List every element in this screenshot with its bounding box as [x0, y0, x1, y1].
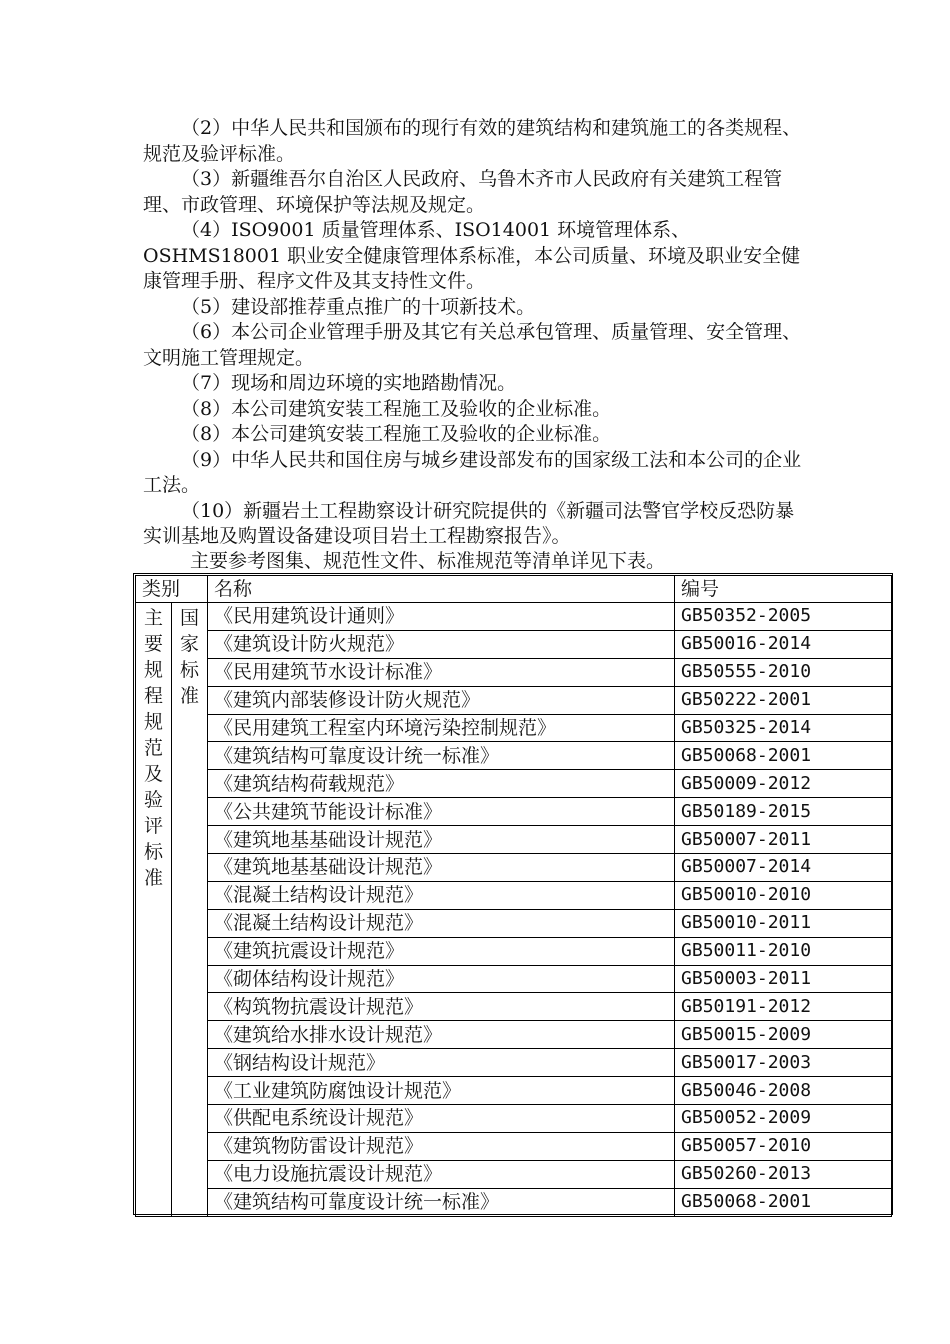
- header-category: 类别: [136, 576, 208, 603]
- standard-name-cell: 《建筑设计防火规范》: [208, 630, 675, 658]
- standard-name-cell: 《工业建筑防腐蚀设计规范》: [208, 1077, 675, 1105]
- standard-name-cell: 《建筑物防雷设计规范》: [208, 1132, 675, 1160]
- table-row: [136, 1021, 892, 1049]
- standard-name-cell: 《供配电系统设计规范》: [208, 1105, 675, 1133]
- basis-item: （3）新疆维吾尔自治区人民政府、乌鲁木齐市人民政府有关建筑工程管理、市政管理、环境保护等法规及规定。: [143, 168, 783, 216]
- basis-item: （8）本公司建筑安装工程施工及验收的企业标准。: [181, 397, 612, 420]
- standard-code-cell: GB50260-2013: [675, 1160, 892, 1188]
- table-row: [136, 965, 892, 993]
- table-row: [136, 909, 892, 937]
- table-row: [136, 937, 892, 965]
- basis-item: （2）中华人民共和国颁布的现行有效的建筑结构和建筑施工的各类规程、规范及验评标准。: [143, 117, 802, 165]
- standard-code-cell: GB50052-2009: [675, 1105, 892, 1133]
- standard-name-cell: 《建筑地基基础设计规范》: [208, 826, 675, 854]
- standard-code-cell: GB50003-2011: [675, 965, 892, 993]
- standard-name-cell: 《民用建筑节水设计标准》: [208, 658, 675, 686]
- table-row: [136, 1188, 892, 1216]
- standard-name-cell: 《建筑结构可靠度设计统一标准》: [208, 742, 675, 770]
- standard-code-cell: GB50011-2010: [675, 937, 892, 965]
- standard-name-cell: 《民用建筑工程室内环境污染控制规范》: [208, 714, 675, 742]
- standard-name-cell: 《建筑抗震设计规范》: [208, 937, 675, 965]
- standard-code-cell: GB50189-2015: [675, 798, 892, 826]
- standard-code-cell: GB50009-2012: [675, 770, 892, 798]
- standard-code-cell: GB50068-2001: [675, 742, 892, 770]
- basis-item: （4）ISO9001 质量管理体系、ISO14001 环境管理体系、OSHMS18001 职业安全健康管理体系标准，本公司质量、环境及职业安全健康管理手册、程序文件及其支持性文件。: [143, 219, 801, 292]
- standard-name-cell: 《混凝土结构设计规范》: [208, 909, 675, 937]
- standard-name-cell: 《钢结构设计规范》: [208, 1049, 675, 1077]
- standard-code-cell: GB50017-2003: [675, 1049, 892, 1077]
- standard-name-cell: 《建筑内部装修设计防火规范》: [208, 686, 675, 714]
- table-row: [136, 742, 892, 770]
- standard-code-cell: GB50057-2010: [675, 1132, 892, 1160]
- standard-code-cell: GB50010-2010: [675, 881, 892, 909]
- table-row: [136, 1160, 892, 1188]
- standard-code-cell: GB50191-2012: [675, 993, 892, 1021]
- basis-item: （6）本公司企业管理手册及其它有关总承包管理、质量管理、安全管理、文明施工管理规定。: [143, 321, 802, 369]
- basis-item: （10）新疆岩土工程勘察设计研究院提供的《新疆司法警官学校反恐防暴实训基地及购置设备建设项目岩土工程勘察报告》。: [143, 499, 795, 547]
- category-sub-cell: 国 家 标 准: [172, 603, 208, 1217]
- basis-item: （9）中华人民共和国住房与城乡建设部发布的国家级工法和本公司的企业工法。: [143, 448, 802, 496]
- table-row: [136, 658, 892, 686]
- table-row: [136, 826, 892, 854]
- standard-name-cell: 《民用建筑设计通则》: [208, 603, 675, 631]
- standard-code-cell: GB50007-2011: [675, 826, 892, 854]
- standard-code-cell: GB50352-2005: [675, 603, 892, 631]
- header-name: 名称: [208, 576, 675, 603]
- standard-name-cell: 《砌体结构设计规范》: [208, 965, 675, 993]
- standard-code-cell: GB50325-2014: [675, 714, 892, 742]
- table-intro: 主要参考图集、规范性文件、标准规范等清单详见下表。: [190, 550, 666, 572]
- standard-name-cell: 《构筑物抗震设计规范》: [208, 993, 675, 1021]
- category-main-cell: 主 要 规 程 规 范 及 验 评 标 准: [136, 603, 172, 1217]
- standard-code-cell: GB50068-2001: [675, 1188, 892, 1216]
- standard-name-cell: 《建筑结构可靠度设计统一标准》: [208, 1188, 675, 1216]
- basis-item: （5）建设部推荐重点推广的十项新技术。: [181, 295, 536, 318]
- table-row: [136, 1132, 892, 1160]
- basis-list: [143, 116, 813, 550]
- table-row: [136, 881, 892, 909]
- table-row: [136, 770, 892, 798]
- standard-name-cell: 《混凝土结构设计规范》: [208, 881, 675, 909]
- standard-name-cell: 《建筑给水排水设计规范》: [208, 1021, 675, 1049]
- standard-name-cell: 《电力设施抗震设计规范》: [208, 1160, 675, 1188]
- table-row: [136, 1049, 892, 1077]
- standard-code-cell: GB50555-2010: [675, 658, 892, 686]
- table-row: [136, 714, 892, 742]
- standards-table: [135, 575, 892, 1217]
- table-row: [136, 603, 892, 631]
- standard-code-cell: GB50007-2014: [675, 854, 892, 882]
- standard-code-cell: GB50222-2001: [675, 686, 892, 714]
- table-row: [136, 1105, 892, 1133]
- table-row: [136, 630, 892, 658]
- table-row: [136, 854, 892, 882]
- standard-name-cell: 《建筑地基基础设计规范》: [208, 854, 675, 882]
- standard-code-cell: GB50016-2014: [675, 630, 892, 658]
- standard-name-cell: 《建筑结构荷载规范》: [208, 770, 675, 798]
- standard-name-cell: 《公共建筑节能设计标准》: [208, 798, 675, 826]
- table-row: [136, 993, 892, 1021]
- header-code: 编号: [675, 576, 892, 603]
- table-header-row: [136, 576, 892, 603]
- basis-item: （8）本公司建筑安装工程施工及验收的企业标准。: [181, 423, 612, 445]
- standard-code-cell: GB50046-2008: [675, 1077, 892, 1105]
- standard-code-cell: GB50010-2011: [675, 909, 892, 937]
- table-row: [136, 686, 892, 714]
- basis-item: （7）现场和周边环境的实地踏勘情况。: [181, 372, 517, 394]
- standard-code-cell: GB50015-2009: [675, 1021, 892, 1049]
- table-row: [136, 1077, 892, 1105]
- table-row: [136, 798, 892, 826]
